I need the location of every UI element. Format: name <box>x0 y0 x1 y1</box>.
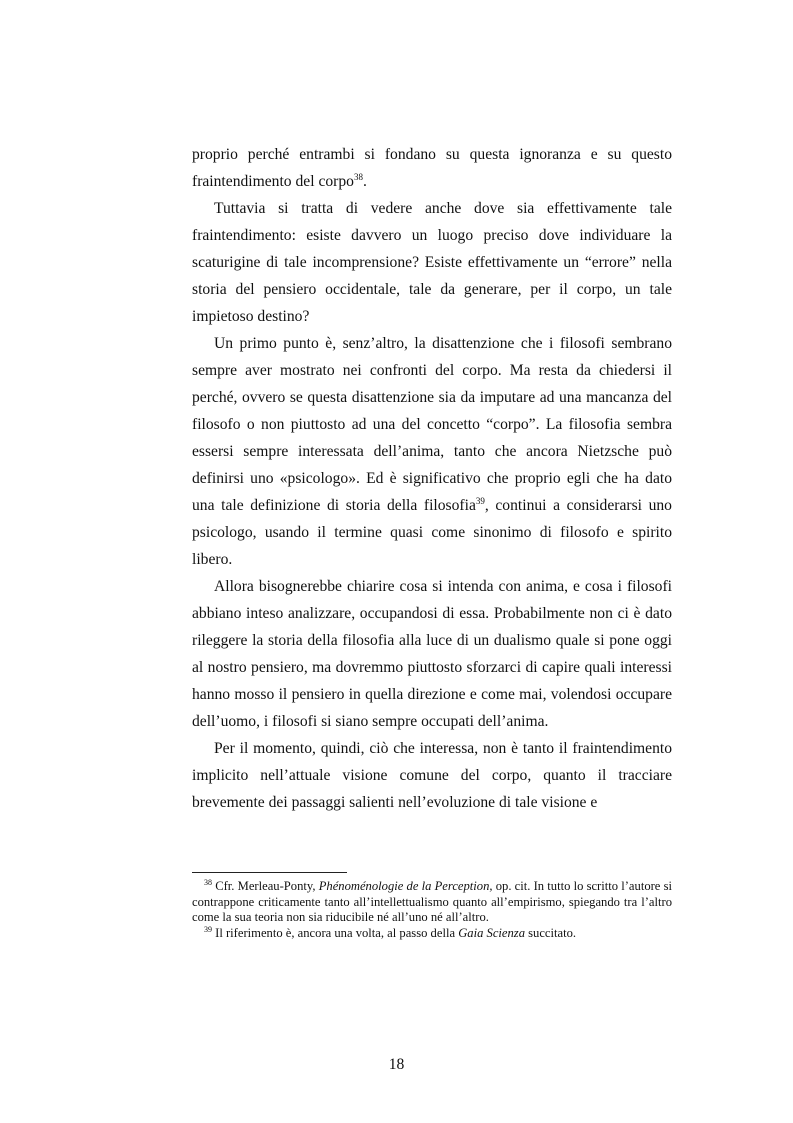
footnotes <box>192 879 672 941</box>
footnote-ref-39[interactable]: 39 <box>475 496 485 506</box>
footnote-ref-38[interactable]: 38 <box>353 172 363 182</box>
footnote-number: 38 <box>204 878 212 887</box>
footnote-number: 39 <box>204 924 212 934</box>
book-title: Phénoménologie de la Perception, <box>318 879 493 893</box>
footnote-38: $^{38}$ Cfr. Merleau-Ponty, Phénoménologie de la Perception, op. cit. In tutto lo scritto l’autore si contrappone criticamente tanto all’intellettualismo quanto all’empirismo, spiegando tra l’altro come la sua teoria non sia riducibile né all’uno né all’altro. <box>192 878 672 924</box>
paragraph-2: Tuttavia si tratta di vedere anche dove sia effettivamente tale fraintendimento: esiste davvero un luogo preciso dove individuare la scaturigine di tale incomprensione? Esiste effettivamente un “errore” nella storia del pensiero occidentale, tale da generare, per il corpo, un tale impietoso destino? <box>192 200 672 325</box>
paragraph-1: proprio perché entrambi si fondano su questa ignoranza e su questo fraintendimento del corpo$^{38}$. <box>192 146 672 190</box>
footnote-39: $^{39}$ Il riferimento è, ancora una volta, al passo della Gaia Scienza succitato. <box>204 924 577 940</box>
paragraph-3: Un primo punto è, senz’altro, la disattenzione che i filosofi sembrano sempre aver mostrato nei confronti del corpo. Ma resta da chiedersi il perché, ovvero se questa disattenzione sia da imputare ad una mancanza del filosofo o non piuttosto ad una del concetto “corpo”. La filosofia sembra essersi sempre interessata dell’anima, tanto che ancora Nietzsche può definirsi uno «psicologo». Ed è significativo che proprio egli che ha dato una tale definizione di storia della filosofia$^{39}$, continui a considerarsi uno psicologo, usando il termine quasi come sinonimo di filosofo e spirito libero. <box>192 335 672 568</box>
paragraph-4: Allora bisognerebbe chiarire cosa si intenda con anima, e cosa i filosofi abbiano inteso analizzare, occupandosi di essa. Probabilmente non ci è dato rileggere la storia della filosofia alla luce di un dualismo quale si pone oggi al nostro pensiero, ma dovremmo piuttosto sforzarci di capire quali interessi hanno mosso il pensiero in quella direzione e come mai, volendosi occupare dell’uomo, i filosofi si siano sempre occupati dell’anima. <box>192 578 672 730</box>
footnote-separator <box>192 872 347 873</box>
page-number: 18 <box>388 1056 405 1073</box>
paragraph-5: Per il momento, quindi, ciò che interessa, non è tanto il fraintendimento implicito nell’attuale visione comune del corpo, quanto il tracciare brevemente dei passaggi salienti nell’evoluzione di tale visione e <box>192 740 672 811</box>
main-text <box>192 141 672 816</box>
book-title: Gaia Scienza <box>458 925 525 940</box>
